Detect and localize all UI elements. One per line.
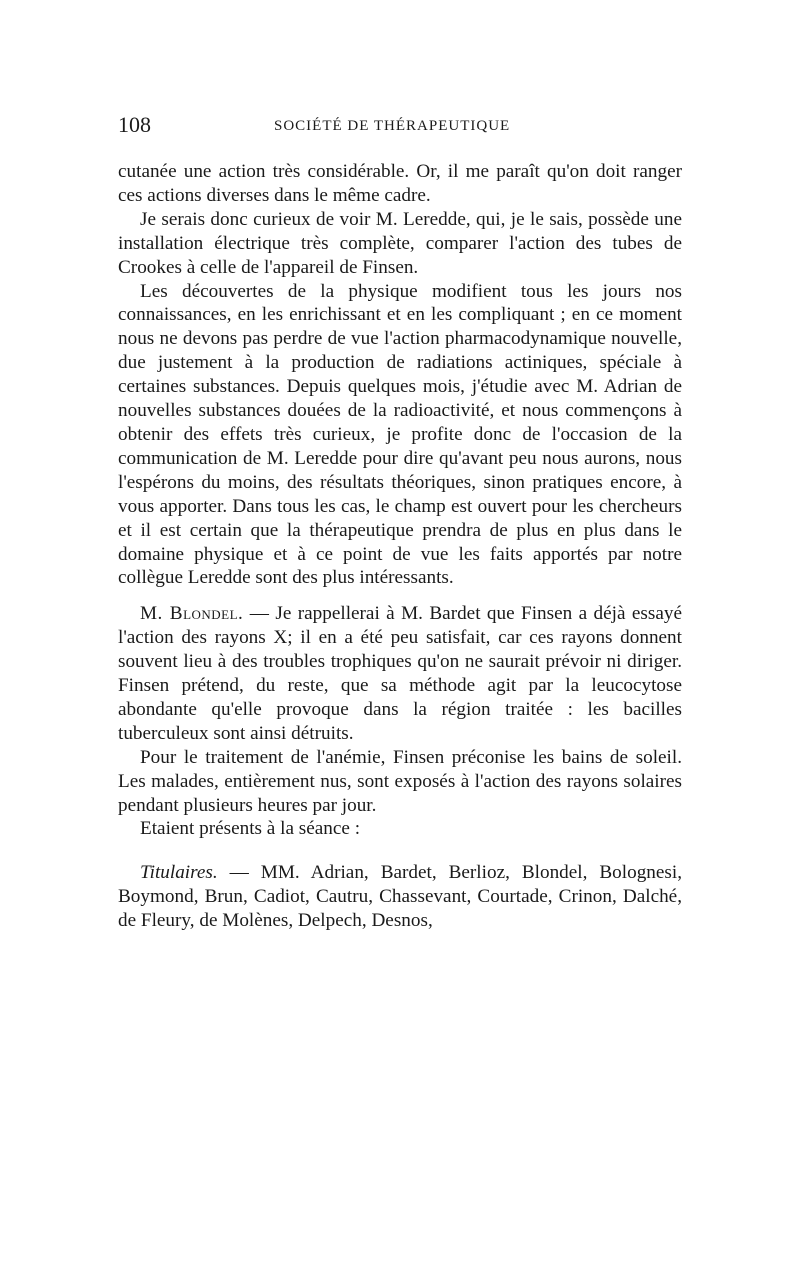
- paragraph: Pour le traitement de l'anémie, Finsen préconise les bains de soleil. Les malades, entièrement nus, sont exposés à l'action des rayons solaires pendant plusieurs heures par jour.: [118, 746, 682, 816]
- attendance-names: — MM. Adrian, Bardet, Berlioz, Blondel, Bolognesi, Boymond, Brun, Cadiot, Cautru, Chassevant, Courtade, Crinon, Dalché, de Fleury, de Molènes, Delpech, Desnos,: [118, 862, 682, 932]
- paragraph-blondel: [118, 602, 682, 745]
- book-page: [118, 112, 682, 933]
- paragraph: cutanée une action très considérable. Or, il me paraît qu'on doit ranger ces actions diverses dans le même cadre.: [118, 161, 682, 206]
- paragraph: Je serais donc curieux de voir M. Leredde, qui, je le sais, possède une installation électrique très complète, comparer l'action des tubes de Crookes à celle de l'appareil de Finsen.: [118, 208, 682, 278]
- attendance-list: [118, 861, 682, 933]
- paragraph: Etaient présents à la séance :: [140, 818, 361, 840]
- spacer: [118, 590, 682, 602]
- page-number: 108: [118, 112, 151, 137]
- body-text: [118, 160, 682, 933]
- attendance-label: Titulaires.: [140, 862, 218, 884]
- running-title: SOCIÉTÉ DE THÉRAPEUTIQUE: [274, 118, 511, 134]
- paragraph: Les découvertes de la physique modifient tous les jours nos connaissances, en les enrichissant et en les compliquant ; en ce moment nous ne devons pas perdre de vue l'action pharmacodynamique nouvelle, due justement à la production de radiations actiniques, spéciale à certaines substances. Depuis quelques mois, j'étudie avec M. Adrian de nouvelles substances douées de la radioactivité, et nous commençons à obtenir des effets très curieux, je profite donc de l'occasion de la communication de M. Leredde pour dire qu'avant peu nous aurons, nous l'espérons du moins, des résultats théoriques, sinon pratiques encore, à vous apporter. Dans tous les cas, le champ est ouvert pour les chercheurs et il est certain que la thérapeutique prendra de plus en plus dans le domaine physique et à ce point de vue les faits apportés par notre collègue Leredde sont des plus intéressants.: [118, 280, 682, 589]
- spacer: [118, 841, 682, 861]
- running-head: [118, 112, 682, 142]
- speaker-name: M. Blondel.: [140, 603, 244, 625]
- speaker-text: — Je rappellerai à M. Bardet que Finsen a déjà essayé l'action des rayons X; il en a été peu satisfait, car ces rayons donnent souvent lieu à des troubles trophiques qu'on ne saurait prévoir ni diriger. Finsen prétend, du reste, que sa méthode agit par la leucocytose abondante qu'elle provoque dans la région traitée : les bacilles tuberculeux sont ainsi détruits.: [118, 603, 682, 744]
